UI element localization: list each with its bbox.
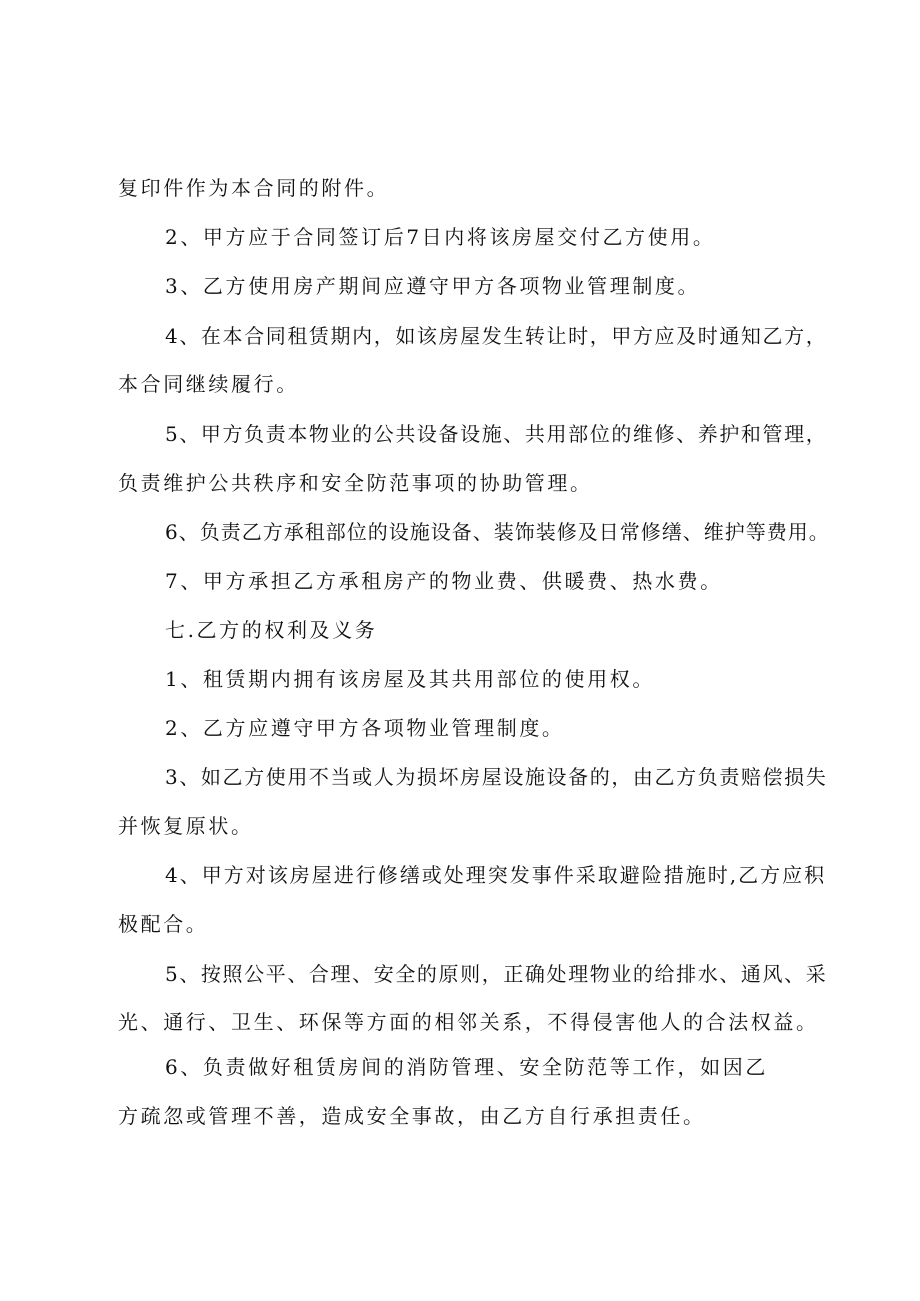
text-line: 并恢复原状。 <box>118 814 254 838</box>
text-line: 方疏忽或管理不善，造成安全事故，由乙方自行承担责任。 <box>118 1104 706 1128</box>
text-line: 本合同继续履行。 <box>118 372 299 396</box>
text-line: 5、按照公平、合理、安全的原则，正确处理物业的给排水、通风、采 <box>165 962 828 986</box>
text-line: 4、甲方对该房屋进行修缮或处理突发事件采取避险措施时,乙方应积 <box>165 863 827 887</box>
text-line: 5、甲方负责本物业的公共设备设施、共用部位的维修、养护和管理， <box>165 422 828 446</box>
text-line: 1、租赁期内拥有该房屋及其共用部位的使用权。 <box>165 667 655 691</box>
text-line: 6、负责乙方承租部位的设施设备、装饰装修及日常修缮、维护等费用。 <box>165 520 830 544</box>
text-line: 4、在本合同租赁期内，如该房屋发生转让时，甲方应及时通知乙方， <box>165 324 828 348</box>
section-heading: 七.乙方的权利及义务 <box>165 618 378 642</box>
text-line: 6、负责做好租赁房间的消防管理、安全防范等工作，如因乙 <box>165 1055 768 1079</box>
text-line: 3、如乙方使用不当或人为损坏房屋设施设备的，由乙方负责赔偿损失 <box>165 765 828 789</box>
text-line: 负责维护公共秩序和安全防范事项的协助管理。 <box>118 471 593 495</box>
text-line: 2、乙方应遵守甲方各项物业管理制度。 <box>165 716 565 740</box>
text-line: 3、乙方使用房产期间应遵守甲方各项物业管理制度。 <box>165 274 701 298</box>
text-line: 2、甲方应于合同签订后7日内将该房屋交付乙方使用。 <box>165 225 716 249</box>
text-line: 复印件作为本合同的附件。 <box>118 176 390 200</box>
text-line: 7、甲方承担乙方承租房产的物业费、供暖费、热水费。 <box>165 569 723 593</box>
text-line: 光、通行、卫生、环保等方面的相邻关系，不得侵害他人的合法权益。 <box>118 1010 819 1034</box>
text-line: 极配合。 <box>118 912 209 936</box>
